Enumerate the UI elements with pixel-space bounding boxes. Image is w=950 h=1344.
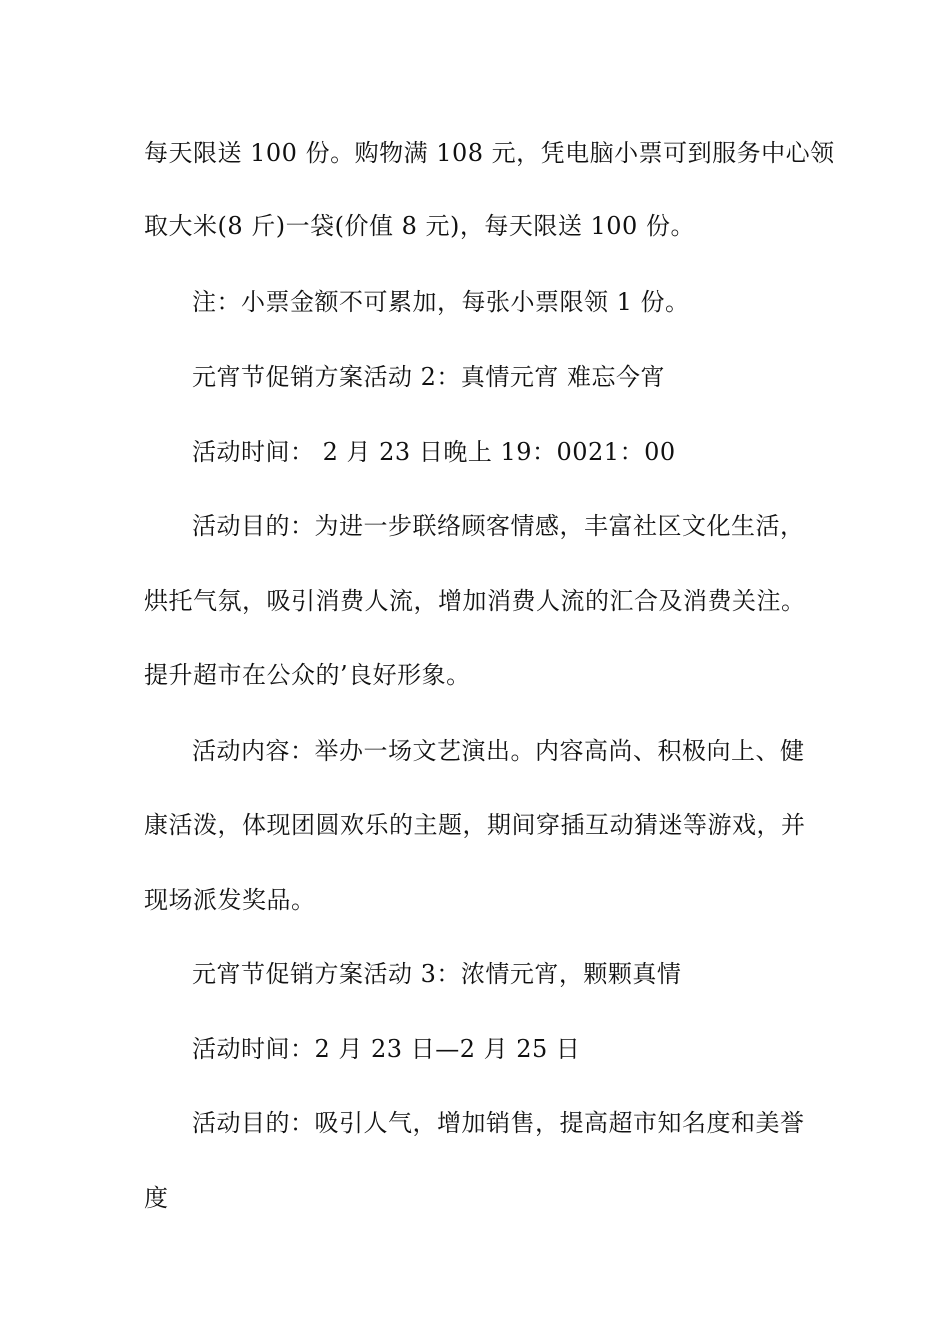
text-line: 活动时间：2 月 23 日—2 月 25 日 (192, 1035, 581, 1063)
text-line: 活动内容：举办一场文艺演出。内容高尚、积极向上、健 (192, 737, 805, 765)
text-line: 烘托气氛，吸引消费人流，增加消费人流的汇合及消费关注。 (144, 587, 806, 615)
text-line: 度 (144, 1184, 169, 1212)
text-line: 活动目的：吸引人气，增加销售，提高超市知名度和美誉 (192, 1109, 805, 1137)
section-heading: 元宵节促销方案活动 3：浓情元宵，颗颗真情 (192, 960, 682, 988)
text-line: 活动目的：为进一步联络顾客情感，丰富社区文化生活， (192, 512, 805, 540)
section-heading: 元宵节促销方案活动 2：真情元宵 难忘今宵 (192, 363, 666, 391)
text-line: 取大米(8 斤)一袋(价值 8 元)，每天限送 100 份。 (144, 212, 695, 240)
text-line: 提升超市在公众的’良好形象。 (144, 661, 471, 689)
text-line: 每天限送 100 份。购物满 108 元，凭电脑小票可到服务中心领 (144, 139, 835, 167)
text-line: 康活泼，体现团圆欢乐的主题，期间穿插互动猜迷等游戏，并 (144, 811, 806, 839)
note-line: 注：小票金额不可累加，每张小票限领 1 份。 (192, 288, 690, 316)
text-line: 现场派发奖品。 (144, 886, 316, 914)
text-line: 活动时间： 2 月 23 日晚上 19：0021：00 (192, 438, 676, 466)
